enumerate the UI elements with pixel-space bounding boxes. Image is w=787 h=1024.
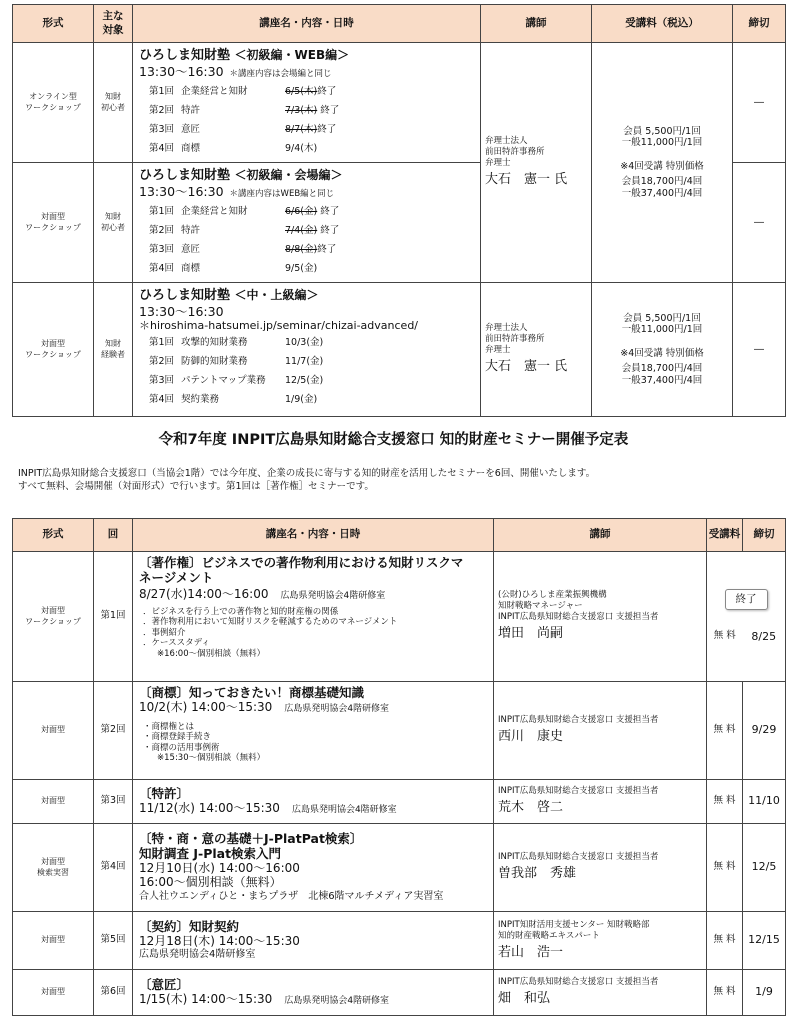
lecturer-cell — [494, 824, 707, 912]
table-row — [13, 780, 786, 824]
course-cell — [133, 552, 494, 682]
format-text: ワークショップ — [25, 102, 81, 112]
lecturer-org: 弁理士 — [485, 158, 511, 168]
session-date: 8/7(木) — [285, 124, 318, 135]
lecturer-cell — [481, 283, 592, 417]
deadline-cell: ― — [733, 43, 786, 163]
course-title — [139, 287, 474, 304]
bullet-item: ・商標権とは — [143, 721, 195, 732]
session-row — [149, 221, 474, 240]
time-text: 13:30～16:30 — [139, 184, 224, 199]
bullet-item: ．ビジネスを行う上での著作物と知的財産権の関係 — [143, 606, 339, 617]
session-row — [149, 259, 474, 278]
lecturer-name: 大石 憲一 氏 — [485, 359, 568, 374]
lecturer-org: INPIT広島県知財総合支援窓口 支援担当者 — [498, 612, 659, 622]
fee-cell: 無 料 — [707, 780, 743, 824]
course-cell — [133, 43, 481, 163]
bullet-item: ．ケーススタディ — [143, 638, 210, 648]
session-no: 第1回 — [149, 206, 175, 217]
format-cell: 対面型 — [13, 912, 94, 970]
course-note: ＊講座内容はWEB編と同じ — [229, 189, 335, 199]
course-title: 〔契約〕知財契約 — [139, 918, 240, 934]
course-title — [139, 167, 474, 184]
course-title: 〔特許〕 — [139, 785, 190, 801]
lecturer-cell — [494, 780, 707, 824]
target-cell — [94, 43, 133, 163]
lecturer-cell — [494, 912, 707, 970]
format-text: 対面型 — [41, 605, 65, 615]
lecturer-org: INPIT広島県知財総合支援窓口 支援担当者 — [498, 852, 659, 862]
header-format: 形式 — [13, 5, 94, 43]
lecturer-org: INPIT知財活用支援センター 知財戦略部 — [498, 919, 650, 930]
session-name: 企業経営と知財 — [181, 86, 248, 97]
session-row — [149, 390, 474, 409]
session-name: 意匠 — [181, 124, 201, 135]
table-header-row — [13, 519, 786, 552]
page-title: 令和7年度 INPIT広島県知財総合支援窓口 知的財産セミナー開催予定表 — [158, 432, 629, 448]
lecturer-org: 前田特許事務所 — [485, 147, 545, 157]
course-datetime — [139, 992, 487, 1009]
format-text: ワークショップ — [25, 349, 81, 359]
course-datetime — [139, 587, 487, 604]
deadline-cell: 11/10 — [743, 780, 786, 824]
target-text: 経験者 — [101, 349, 125, 359]
target-cell — [94, 163, 133, 283]
header-format: 形式 — [13, 519, 94, 552]
fee-line: 一般37,400円/4回 — [621, 187, 703, 199]
lecturer-name: 若山 浩一 — [498, 944, 564, 960]
fee-line: 会員 5,500円/1回 — [623, 312, 701, 324]
format-cell — [13, 283, 94, 417]
bullet-item: ※16:00～個別相談（無料） — [157, 648, 266, 659]
session-no: 第3回 — [149, 375, 175, 386]
format-cell — [13, 824, 94, 912]
session-status: 終了 — [317, 86, 337, 97]
format-cell: 対面型 — [13, 682, 94, 780]
table-row — [13, 552, 786, 682]
format-text: ワークショップ — [25, 222, 81, 232]
header-fee: 受講料 — [707, 519, 743, 552]
session-row — [149, 139, 474, 158]
format-cell: 対面型 — [13, 970, 94, 1016]
date-text: 10/2(木) 14:00～15:30 — [139, 700, 273, 714]
table-row — [13, 970, 786, 1016]
course-venue: 広島県発明協会4階研修室 — [139, 949, 256, 960]
course-cell — [133, 970, 494, 1016]
course-title: 知財調査 J-Plat検索入門 — [139, 845, 282, 861]
session-date: 7/3(木) — [285, 105, 318, 116]
session-name: 意匠 — [181, 244, 201, 255]
session-row — [149, 352, 474, 371]
target-text: 初心者 — [101, 222, 125, 232]
session-date: 9/4(木) — [285, 143, 318, 154]
format-text: ワークショップ — [25, 616, 81, 626]
bullet-item: ・商標登録手続き — [143, 732, 212, 742]
lecturer-org: INPIT広島県知財総合支援窓口 支援担当者 — [498, 786, 659, 796]
session-no: 第2回 — [149, 356, 175, 367]
deadline-cell: 1/9 — [743, 970, 786, 1016]
header-course: 講座名・内容・日時 — [133, 5, 481, 43]
lecturer-name: 西川 康史 — [498, 729, 564, 744]
date-text: 1/15(木) 14:00～15:30 — [139, 991, 273, 1006]
venue-text: 広島県発明協会4階研修室 — [284, 704, 390, 714]
format-text: オンライン型 — [29, 91, 77, 101]
session-no-cell: 第4回 — [94, 824, 133, 912]
fee-line: 会員18,700円/4回 — [621, 363, 703, 375]
session-row — [149, 202, 474, 221]
intro-line: INPIT広島県知財総合支援窓口（当協会1階）では今年度、企業の成長に寄与する知的財産を活用したセミナーを6回、開催いたします。 — [18, 468, 596, 479]
session-name: 特許 — [181, 225, 201, 236]
target-text: 知財 — [105, 338, 121, 348]
date-text: 11/12(水) 14:00～15:30 — [139, 800, 280, 815]
table-row — [13, 824, 786, 912]
ended-badge: 終了 — [725, 589, 768, 611]
header-lecturer: 講師 — [481, 5, 592, 43]
course-cell — [133, 912, 494, 970]
course-title-text: ひろしま知財塾 — [139, 48, 231, 63]
fee-cell: 無 料 — [707, 824, 743, 912]
course-title: 〔特・商・意の基礎＋J-PlatPat検索〕 — [139, 830, 363, 846]
lecturer-name: 大石 憲一 氏 — [485, 172, 568, 187]
table-header-row — [13, 5, 786, 43]
course-title-text: ひろしま知財塾 — [139, 168, 231, 183]
deadline-cell: ― — [733, 163, 786, 283]
session-no-cell: 第1回 — [94, 552, 133, 682]
format-text: 対面型 — [41, 211, 65, 221]
session-date: 1/9(金) — [285, 394, 318, 405]
course-cell — [133, 824, 494, 912]
session-no-cell: 第5回 — [94, 912, 133, 970]
table-row — [13, 283, 786, 417]
session-row — [149, 120, 474, 139]
lecturer-cell — [494, 552, 707, 682]
lecturer-name: 荒木 啓二 — [498, 800, 564, 815]
session-name: パテントマップ業務 — [181, 375, 266, 386]
venue-text: 広島県発明協会4階研修室 — [291, 804, 397, 815]
session-name: 攻撃的知財業務 — [181, 337, 248, 348]
session-status: 終了 — [320, 105, 340, 116]
session-date: 11/7(金) — [285, 356, 324, 367]
session-status: 終了 — [317, 124, 337, 135]
session-row — [149, 371, 474, 390]
deadline-cell: 12/15 — [743, 912, 786, 970]
lecturer-name: 曽我部 秀雄 — [498, 866, 577, 881]
session-status: 終了 — [320, 225, 340, 236]
session-no: 第4回 — [149, 143, 175, 154]
header-deadline: 締切 — [733, 5, 786, 43]
course-time: 13:30～16:30 — [139, 304, 224, 319]
course-title: 〔著作権〕ビジネスでの著作物利用における知財リスクマ — [139, 555, 464, 570]
course-title-text: ひろしま知財塾 — [139, 288, 231, 303]
session-row — [149, 333, 474, 352]
session-date: 12/5(金) — [285, 375, 324, 386]
lecturer-cell — [481, 43, 592, 283]
target-text: 初心者 — [101, 102, 125, 112]
session-list — [139, 202, 474, 278]
fee-text: 無 料 — [713, 630, 736, 642]
course-title — [139, 47, 474, 64]
session-name: 特許 — [181, 105, 201, 116]
session-date: 9/5(金) — [285, 263, 318, 274]
time-text: 13:30～16:30 — [139, 64, 224, 79]
course-extra: 16:00～個別相談（無料） — [139, 875, 282, 890]
lecturer-org: 弁理士 — [485, 345, 511, 355]
session-name: 防御的知財業務 — [181, 356, 248, 367]
course-datetime: 12月18日(木) 14:00～15:30 — [139, 933, 300, 948]
session-date: 10/3(金) — [285, 337, 324, 348]
session-status: 終了 — [320, 206, 340, 217]
table-row — [13, 43, 786, 163]
session-name: 契約業務 — [181, 394, 220, 405]
lecturer-org: 弁理士法人 — [485, 323, 528, 333]
date-text: 8/27(水)14:00～16:00 — [139, 587, 269, 601]
intro-text — [18, 467, 778, 493]
seminar-schedule-table — [12, 518, 786, 1016]
session-name: 企業経営と知財 — [181, 206, 248, 217]
session-no-cell: 第6回 — [94, 970, 133, 1016]
session-list — [139, 82, 474, 158]
lecturer-org: INPIT広島県知財総合支援窓口 支援担当者 — [498, 715, 659, 725]
course-url: ＊hiroshima-hatsumei.jp/seminar/chizai-advanced/ — [139, 319, 419, 332]
fee-cell — [592, 43, 733, 283]
format-text: 対面型 — [41, 338, 65, 348]
header-fee: 受講料（税込） — [592, 5, 733, 43]
lecturer-org: 知財戦略マネージャー — [498, 601, 583, 611]
fee-cell: 無 料 — [707, 912, 743, 970]
lecturer-org: INPIT広島県知財総合支援窓口 支援担当者 — [498, 977, 659, 987]
session-name: 商標 — [181, 263, 201, 274]
course-datetime — [139, 801, 487, 818]
bullet-item: ※15:30～個別相談（無料） — [157, 753, 266, 763]
fee-cell: 無 料 — [707, 682, 743, 780]
bullet-list — [139, 607, 487, 660]
bullet-item: ．著作物利用において知財リスクを軽減するためのマネージメント — [143, 617, 398, 627]
session-status: 終了 — [317, 244, 337, 255]
session-row — [149, 82, 474, 101]
session-no: 第1回 — [149, 86, 175, 97]
table-row — [13, 682, 786, 780]
course-title: 〔商標〕知っておきたい！商標基礎知識 — [139, 685, 365, 700]
bullet-list — [139, 722, 487, 764]
course-cell — [133, 682, 494, 780]
lecturer-name: 畑 和弘 — [498, 991, 551, 1006]
course-cell — [133, 163, 481, 283]
session-date: 6/6(金) — [285, 206, 318, 217]
course-note: ＊講座内容は会場編と同じ — [229, 69, 332, 79]
course-title: ネージメント — [139, 570, 214, 585]
lecturer-cell — [494, 682, 707, 780]
target-text: 知財 — [105, 91, 121, 101]
bullet-item: ．事例紹介 — [143, 627, 186, 638]
fee-deadline-row — [707, 630, 785, 644]
bullet-item: ・商標の活用事例術 — [143, 742, 220, 753]
session-no: 第1回 — [149, 337, 175, 348]
course-subtitle: ＜初級編・WEB編＞ — [234, 48, 350, 62]
session-no: 第2回 — [149, 225, 175, 236]
intro-line: すべて無料、会場開催（対面形式）で行います。第1回は［著作権］セミナーです。 — [18, 481, 374, 492]
fee-line: 一般11,000円/1回 — [621, 324, 703, 336]
course-datetime: 12月10日(水) 14:00～16:00 — [139, 860, 300, 875]
fee-line: 一般11,000円/1回 — [621, 137, 703, 149]
course-subtitle: ＜初級編・会場編＞ — [234, 168, 343, 182]
lecturer-org: 前田特許事務所 — [485, 334, 545, 344]
fee-line: 会員 5,500円/1回 — [623, 125, 701, 137]
course-cell — [133, 283, 481, 417]
session-name: 商標 — [181, 143, 201, 154]
target-text: 知財 — [105, 211, 121, 221]
deadline-cell: 9/29 — [743, 682, 786, 780]
format-cell — [13, 43, 94, 163]
lecturer-name: 増田 尚嗣 — [498, 626, 564, 641]
header-deadline: 締切 — [743, 519, 786, 552]
session-row — [149, 101, 474, 120]
deadline-cell: 12/5 — [743, 824, 786, 912]
session-no: 第2回 — [149, 105, 175, 116]
format-cell — [13, 163, 94, 283]
course-subtitle: ＜中・上級編＞ — [234, 288, 319, 302]
session-no-cell: 第2回 — [94, 682, 133, 780]
session-no-cell: 第3回 — [94, 780, 133, 824]
session-list — [139, 333, 474, 409]
deadline-cell: ― — [733, 283, 786, 417]
fee-line: ※4回受講 特別価格 — [620, 347, 704, 359]
course-datetime — [139, 700, 487, 717]
header-course: 講座名・内容・日時 — [133, 519, 494, 552]
lecturer-cell — [494, 970, 707, 1016]
lecturer-org: 弁理士法人 — [485, 136, 528, 146]
course-cell — [133, 780, 494, 824]
course-venue: 合人社ウエンディひと・まちプラザ 北棟6階マルチメディア実習室 — [139, 890, 444, 902]
fee-line: 会員18,700円/4回 — [621, 176, 703, 188]
course-time — [139, 184, 474, 202]
format-text: 検索実習 — [37, 867, 69, 877]
session-row — [149, 240, 474, 259]
fee-cell — [592, 283, 733, 417]
course-title: 〔意匠〕 — [139, 976, 190, 992]
session-no: 第4回 — [149, 394, 175, 405]
target-cell — [94, 283, 133, 417]
format-cell — [13, 552, 94, 682]
fee-cell: 無 料 — [707, 970, 743, 1016]
lecturer-org: 知的財産戦略エキスパート — [498, 930, 600, 941]
format-cell: 対面型 — [13, 780, 94, 824]
lecturer-org: (公財)ひろしま産業振興機構 — [498, 590, 607, 600]
session-date: 8/8(金) — [285, 244, 318, 255]
session-no: 第3回 — [149, 244, 175, 255]
format-text: 対面型 — [41, 856, 65, 866]
header-session: 回 — [94, 519, 133, 552]
seminar-table-juku — [12, 4, 786, 417]
session-date: 6/5(木) — [285, 86, 318, 97]
fee-line: 一般37,400円/4回 — [621, 374, 703, 386]
header-target: 主な 対象 — [94, 5, 133, 43]
course-time — [139, 64, 474, 82]
header-lecturer: 講師 — [494, 519, 707, 552]
fee-line: ※4回受講 特別価格 — [620, 160, 704, 172]
venue-text: 広島県発明協会4階研修室 — [280, 591, 386, 601]
session-no: 第3回 — [149, 124, 175, 135]
venue-text: 広島県発明協会4階研修室 — [284, 995, 390, 1006]
session-date: 7/4(金) — [285, 225, 318, 236]
session-no: 第4回 — [149, 263, 175, 274]
table-row — [13, 912, 786, 970]
deadline-text: 8/25 — [751, 630, 777, 644]
fee-deadline-cell — [707, 552, 786, 682]
